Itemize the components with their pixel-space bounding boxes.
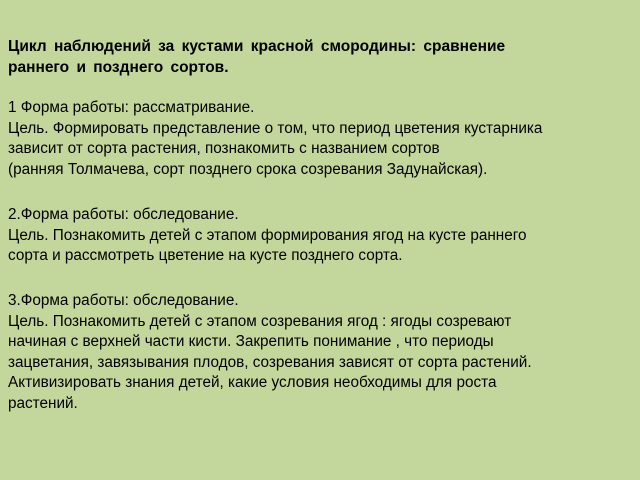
observation-paragraph-3: 3.Форма работы: обследование. Цель. Познакомить детей с этапом созревания ягод : ягоды созревают начиная с верхней части кисти. Закрепить понимание , что периоды зацветания, завязывания плодов, созревания зависят от сорта растений. Активизировать знания детей, какие условия необходимы для роста растений. — [8, 292, 532, 412]
slide-content — [8, 0, 634, 480]
slide-title: Цикл наблюдений за кустами красной смородины: сравнение раннего и позднего сортов. — [8, 38, 506, 76]
observation-paragraph-1: 1 Форма работы: рассматривание. Цель. Формировать представление о том, что период цветения кустарника зависит от сорта растения, познакомить с названием сортов (ранняя Толмачева, сорт позднего срока созревания Задунайская). — [8, 99, 543, 178]
observation-paragraph-2: 2.Форма работы: обследование. Цель. Познакомить детей с этапом формирования ягод на кусте раннего сорта и рассмотреть цветение на кусте позднего сорта. — [8, 206, 527, 264]
